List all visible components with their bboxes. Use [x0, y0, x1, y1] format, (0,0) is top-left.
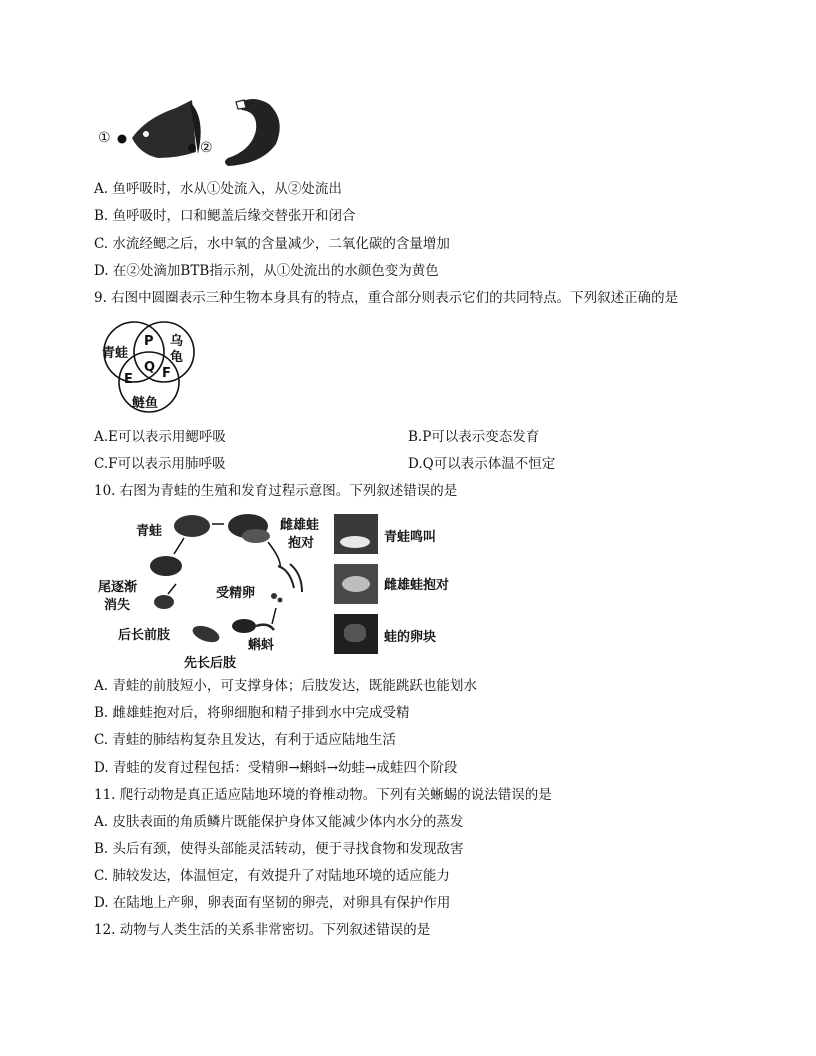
label-mark-2: ②: [200, 140, 213, 156]
q11-option-a: A. 皮肤表面的角质鳞片既能保护身体又能减少体内水分的蒸发: [94, 814, 464, 830]
cycle-label-hind-first: 先长后肢: [184, 656, 237, 671]
cycle-label-hind-front: 后长前肢: [118, 628, 171, 643]
q9-stem: 9. 右图中圆圈表示三种生物本身具有的特点，重合部分则表示它们的共同特点。下列叙述正确的是: [94, 290, 679, 306]
cycle-label-tail-2: 消失: [104, 598, 131, 613]
q10-option-c: C. 青蛙的肺结构复杂且发达，有利于适应陆地生活: [94, 732, 396, 748]
q8-option-b: B. 鱼呼吸时，口和鳃盖后缘交替张开和闭合: [94, 208, 356, 224]
arrow-mating-to-egg: [268, 542, 280, 568]
q8-option-c: C. 水流经鳃之后，水中氧的含量减少，二氧化碳的含量增加: [94, 236, 450, 252]
cycle-label-mating-1: 雌雄蛙: [280, 518, 320, 533]
venn-label-turtle-2: 龟: [170, 350, 184, 365]
q11-option-c: C. 肺较发达，体温恒定，有效提升了对陆地环境的适应能力: [94, 868, 450, 884]
fish-body: [132, 100, 196, 158]
cycle-label-mating-2: 抱对: [288, 536, 315, 551]
froglet-drawing: [154, 595, 174, 609]
tadpole-drawing: [232, 619, 256, 633]
venn-diagram: [96, 316, 200, 420]
fish-gill-figure: [94, 96, 294, 172]
q9-option-c: C.F可以表示用肺呼吸: [94, 456, 226, 472]
cycle-label-tail-1: 尾逐渐: [98, 580, 138, 595]
adult-frog-drawing: [174, 515, 210, 537]
photo-frog-croak: [334, 514, 378, 554]
photo-label-mating: 雌雄蛙抱对: [384, 578, 450, 593]
venn-label-e: E: [124, 372, 133, 387]
outflow-dot: [188, 144, 196, 152]
tadpole-hind-legs-drawing: [190, 623, 221, 646]
gill-arch-tip: [236, 100, 246, 109]
q9-option-b: B.P可以表示变态发育: [408, 429, 540, 445]
venn-label-turtle-1: 乌: [170, 334, 184, 349]
q11-stem: 11. 爬行动物是真正适应陆地环境的脊椎动物。下列有关蜥蜴的说法错误的是: [94, 787, 552, 803]
cycle-label-tadpole: 蝌蚪: [248, 638, 275, 653]
cycle-label-frog: 青蛙: [136, 524, 163, 539]
venn-label-f: F: [162, 366, 171, 381]
gill-arch: [225, 99, 280, 166]
q10-option-a: A. 青蛙的前肢短小，可支撑身体；后肢发达，既能跳跃也能划水: [94, 678, 477, 694]
venn-label-frog: 青蛙: [102, 346, 129, 361]
q10-stem: 10. 右图为青蛙的生殖和发育过程示意图。下列叙述错误的是: [94, 483, 458, 499]
photo-label-croak: 青蛙鸣叫: [384, 530, 437, 545]
frog-lifecycle-diagram: [94, 508, 474, 672]
q11-option-b: B. 头后有颈，使得头部能灵活转动，便于寻找食物和发现敌害: [94, 841, 464, 857]
arrow-egg-to-tadpole: [272, 608, 276, 624]
q8-option-a: A. 鱼呼吸时，水从①处流入，从②处流出: [94, 181, 342, 197]
q8-option-d: D. 在②处滴加BTB指示剂，从①处流出的水颜色变为黄色: [94, 263, 439, 279]
label-mark-1: ①: [98, 130, 111, 146]
fish-eye: [143, 131, 149, 137]
inflow-dot: [118, 135, 127, 144]
arrow-to-adult: [174, 538, 184, 554]
cycle-label-fertilized-egg: 受精卵: [216, 586, 256, 601]
tail-loss-frog-drawing: [150, 556, 182, 576]
q9-option-d: D.Q可以表示体温不恒定: [408, 456, 556, 472]
venn-label-q: Q: [144, 360, 156, 375]
venn-label-p: P: [144, 334, 154, 349]
venn-label-fish: 鲢鱼: [132, 396, 159, 411]
photo-frog-eggs: [334, 614, 378, 654]
q11-option-d: D. 在陆地上产卵，卵表面有坚韧的卵壳，对卵具有保护作用: [94, 895, 451, 911]
fertilized-egg-drawing: [278, 564, 302, 592]
fish-illustration: [94, 96, 294, 172]
q10-option-b: B. 雌雄蛙抱对后，将卵细胞和精子排到水中完成受精: [94, 705, 410, 721]
q12-stem: 12. 动物与人类生活的关系非常密切。下列叙述错误的是: [94, 922, 431, 938]
photo-label-eggs: 蛙的卵块: [384, 630, 437, 645]
q9-option-a: A.E可以表示用鳃呼吸: [94, 429, 226, 445]
q10-option-d: D. 青蛙的发育过程包括：受精卵→蝌蚪→幼蛙→成蛙四个阶段: [94, 760, 458, 776]
photo-frog-mating: [334, 564, 378, 604]
